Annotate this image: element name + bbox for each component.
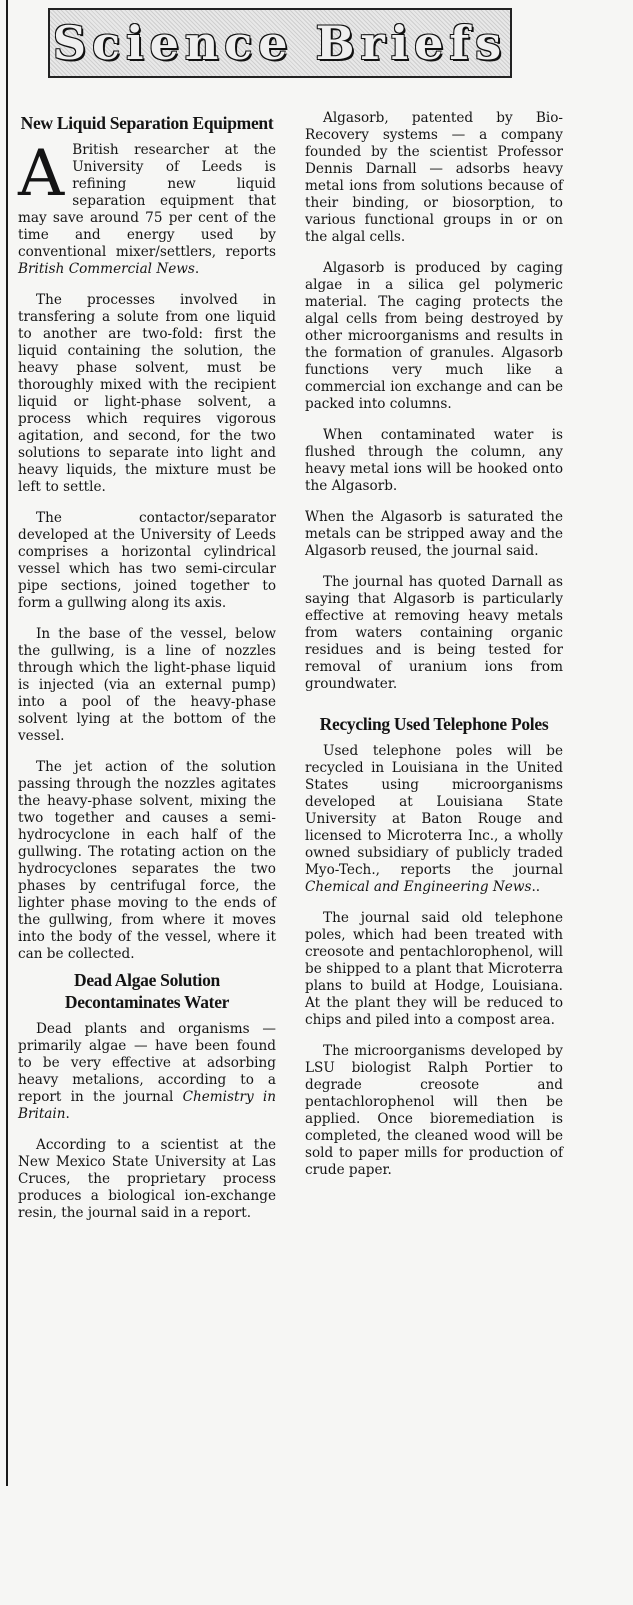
headline-dead-algae: Dead Algae Solution Decontaminates Water	[64, 970, 230, 1012]
article-paragraph: The jet action of the solution passing through the nozzles agitates the heavy-phase solvent, mixing the two together and causes a semi-hydrocyclone in each half of the gullwing. The rotating action on the hydrocyclones separates the two phases by centrifugal force, the lighter phase moving to the ends of the gullwing, from where it moves into the body of the vessel, where it can be collected.	[18, 759, 276, 962]
masthead	[48, 8, 512, 78]
headline-liquid-separation: New Liquid Separation Equipment	[20, 113, 274, 133]
right-column	[305, 110, 563, 1193]
masthead-title: Science Briefs	[52, 16, 508, 70]
source-name: Chemical and Engineering News	[305, 879, 532, 895]
article-paragraph: The journal said old telephone poles, which had been treated with creosote and pentachlorophenol, will be shipped to a plant that Microterra plans to build at Hodge, Louisiana. At the plant they will be reduced to chips and piled into a compost area.	[305, 910, 563, 1028]
article-paragraph: The processes involved in transfering a solute from one liquid to another are two-fold: first the liquid containing the solution, the heavy phase solvent, must be thoroughly mixed with the recipient liquid or light-phase solvent, a process which requires vigorous agitation, and second, for the two solutions to separate into light and heavy liquids, the mixture must be left to settle.	[18, 292, 276, 495]
article-paragraph: In the base of the vessel, below the gullwing, is a line of nozzles through which the light-phase liquid is injected (via an external pump) into a pool of the heavy-phase solvent lying at the bottom of the vessel.	[18, 626, 276, 744]
article-paragraph: A British researcher at the University of Leeds is refining new liquid separation equipment that may save around 75 per cent of the time and energy used by conventional mixer/settlers, reports British Commercial News.	[18, 137, 276, 277]
article-paragraph: The contactor/separator developed at the University of Leeds comprises a horizontal cylindrical vessel which has two semi-circular pipe sections, joined together to form a gullwing along its axis.	[18, 510, 276, 611]
article-paragraph: The journal has quoted Darnall as saying that Algasorb is particularly effective at removing heavy metals from waters containing organic residues and is being tested for removal of uranium ions from groundwater.	[305, 574, 563, 692]
article-paragraph: The microorganisms developed by LSU biologist Ralph Portier to degrade creosote and pentachlorophenol will then be applied. Once bioremediation is completed, the cleaned wood will be sold to paper mills for production of crude paper.	[305, 1043, 563, 1178]
headline-telephone-poles: Recycling Used Telephone Poles	[319, 714, 549, 734]
article-paragraph: Algasorb, patented by Bio-Recovery systems — a company founded by the scientist Professor Dennis Darnall — adsorbs heavy metal ions from solutions because of their binding, or biosorption, to various functional groups in or on the algal cells.	[305, 110, 563, 245]
drop-cap: A	[18, 137, 65, 211]
article-paragraph: Algasorb is produced by caging algae in a silica gel polymeric material. The caging protects the algal cells from being destroyed by other microorganisms and results in the formation of granules. Algasorb functions very much like a commercial ion exchange and can be packed into columns.	[305, 260, 563, 412]
column-rule	[6, 0, 8, 1486]
article-paragraph: When contaminated water is flushed through the column, any heavy metal ions will be hooked onto the Algasorb.	[305, 427, 563, 494]
left-column	[18, 112, 276, 1236]
article-paragraph: According to a scientist at the New Mexico State University at Las Cruces, the proprietary process produces a biological ion-exchange resin, the journal said in a report.	[18, 1137, 276, 1221]
source-name: Chemistry in Britain	[18, 1089, 276, 1122]
source-name: British Commercial News	[18, 261, 195, 277]
article-paragraph: Dead plants and organisms — primarily algae — have been found to be very effective at adsorbing heavy metalions, according to a report in the journal Chemistry in Britain.	[18, 1021, 276, 1122]
article-paragraph: When the Algasorb is saturated the metals can be stripped away and the Algasorb reused, the journal said.	[305, 509, 563, 559]
article-paragraph: Used telephone poles will be recycled in Louisiana in the United States using microorganisms developed at Louisiana State University at Baton Rouge and licensed to Microterra Inc., a wholly owned subsidiary of publicly traded Myo-Tech., reports the journal Chemical and Engineering News..	[305, 743, 563, 895]
